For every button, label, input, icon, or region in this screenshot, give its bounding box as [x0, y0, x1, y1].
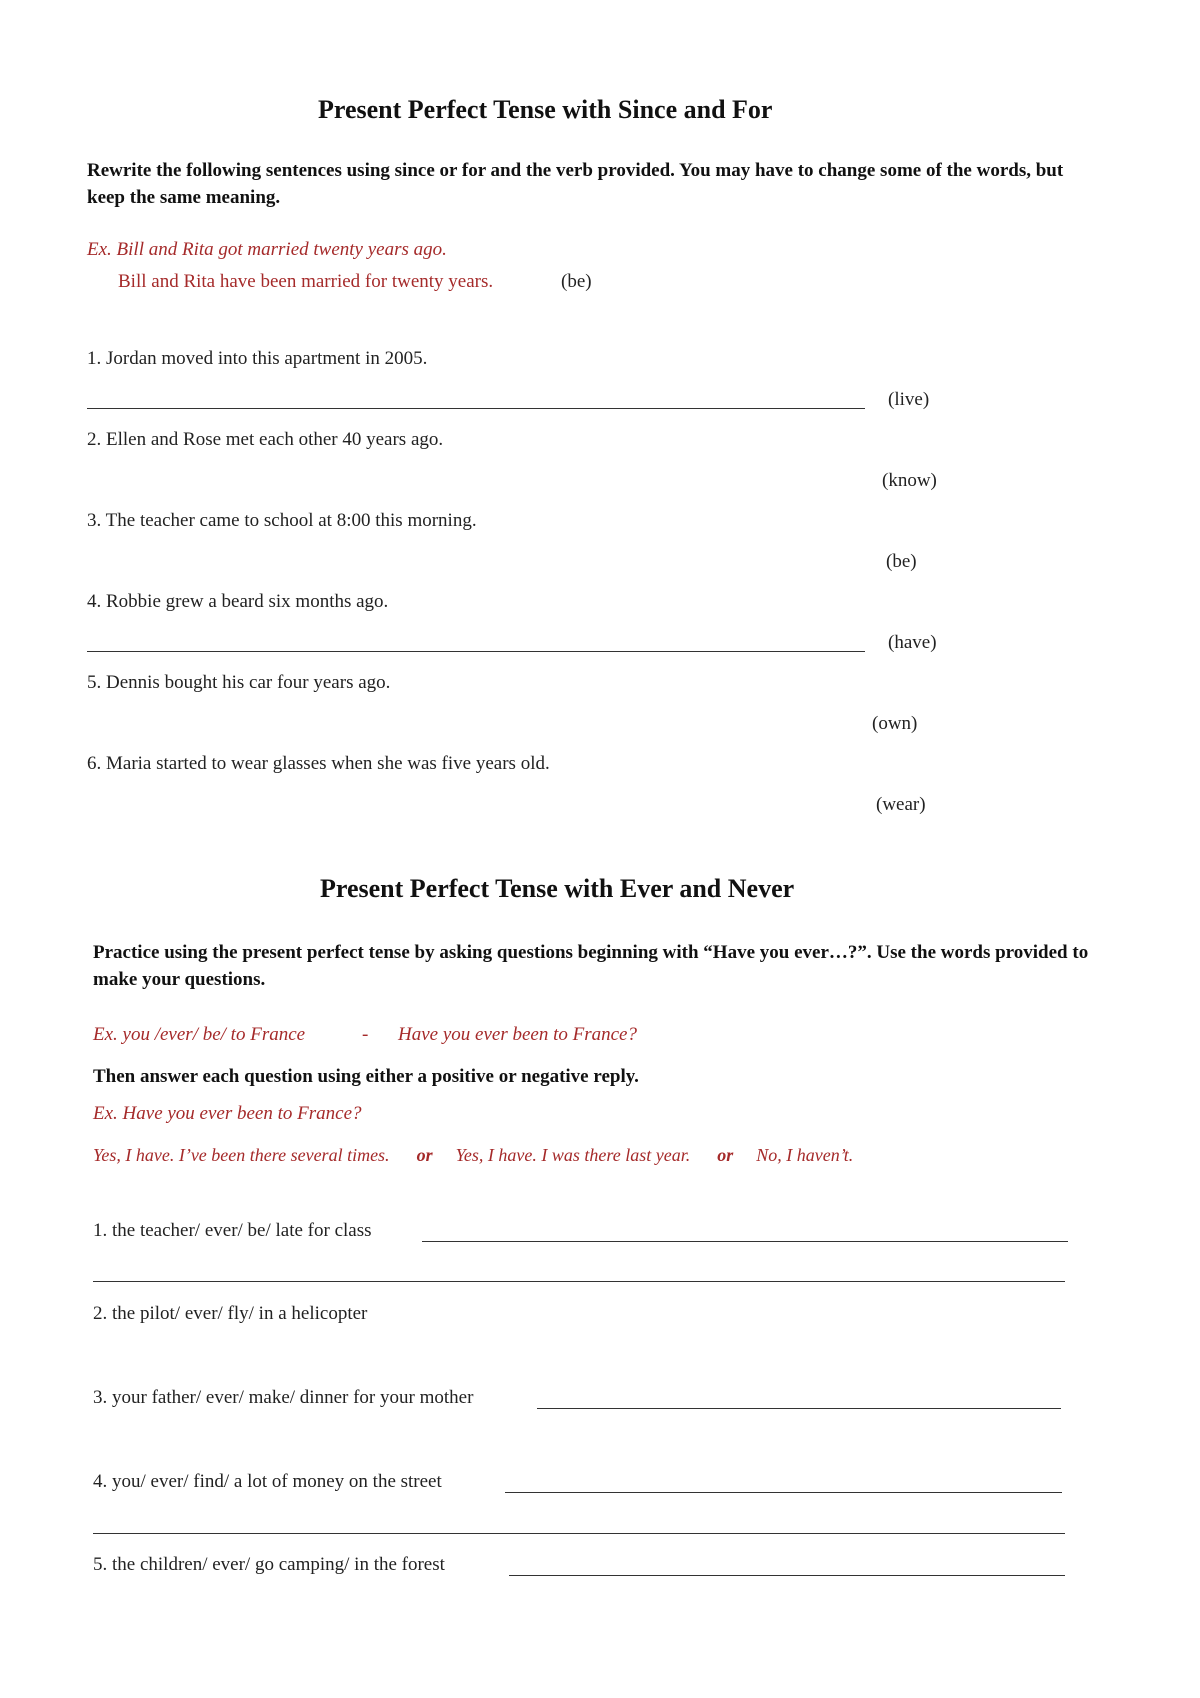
s1-verb-6: (wear) — [876, 794, 926, 815]
answer-positive-1: Yes, I have. I’ve been there several times. — [93, 1145, 390, 1165]
s2-item-1: 1. the teacher/ ever/ be/ late for class — [93, 1220, 372, 1241]
s2-answer-line-1b[interactable] — [93, 1281, 1065, 1282]
s1-verb-4: (have) — [888, 632, 937, 653]
example2: Ex. Have you ever been to France? — [93, 1103, 362, 1124]
answer-positive-2: Yes, I have. I was there last year. — [455, 1145, 691, 1165]
section2-instructions: Practice using the present perfect tense by asking questions beginning with “Have you ever…?”. Use the words provided to make your questions. — [93, 942, 1089, 990]
s1-item-1: 1. Jordan moved into this apartment in 2005. — [87, 348, 428, 369]
example-answer: Bill and Rita have been married for twenty years. — [118, 271, 494, 292]
s2-item-4: 4. you/ ever/ find/ a lot of money on the street — [93, 1471, 442, 1492]
answer-negative: No, I haven’t. — [756, 1145, 854, 1165]
example-verb: (be) — [561, 271, 592, 292]
s1-verb-3: (be) — [886, 551, 917, 572]
s1-item-5: 5. Dennis bought his car four years ago. — [87, 672, 391, 693]
example-words: Ex. you /ever/ be/ to France — [93, 1024, 306, 1045]
s1-item-6: 6. Maria started to wear glasses when she was five years old. — [87, 753, 550, 774]
example-dash: - — [362, 1024, 369, 1045]
s2-answer-line-1a[interactable] — [422, 1241, 1068, 1242]
s1-item-3: 3. The teacher came to school at 8:00 this morning. — [87, 510, 477, 531]
s1-answer-line-4[interactable] — [87, 651, 865, 652]
s2-answer-line-4b[interactable] — [93, 1533, 1065, 1534]
s1-item-2: 2. Ellen and Rose met each other 40 years ago. — [87, 429, 444, 450]
or-2: or — [717, 1145, 734, 1165]
section1-title: Present Perfect Tense with Since and For — [318, 95, 773, 124]
s2-answer-line-5[interactable] — [509, 1575, 1065, 1576]
s2-item-3: 3. your father/ ever/ make/ dinner for your mother — [93, 1387, 474, 1408]
example-question: Have you ever been to France? — [398, 1024, 637, 1045]
s1-answer-line-1[interactable] — [87, 408, 865, 409]
section2-title: Present Perfect Tense with Ever and Never — [320, 874, 795, 903]
s2-item-2: 2. the pilot/ ever/ fly/ in a helicopter — [93, 1303, 368, 1324]
section1-instructions: Rewrite the following sentences using since or for and the verb provided. You may have to change some of the words, but keep the same meaning. — [87, 160, 1064, 208]
or-1: or — [416, 1145, 433, 1165]
s1-verb-5: (own) — [872, 713, 918, 734]
s2-item-5: 5. the children/ ever/ go camping/ in the forest — [93, 1554, 445, 1575]
example-answers — [93, 1145, 853, 1166]
s1-verb-1: (live) — [888, 389, 930, 410]
example-prompt: Ex. Bill and Rita got married twenty years ago. — [87, 239, 447, 260]
s2-answer-line-3[interactable] — [537, 1408, 1061, 1409]
s2-answer-line-4a[interactable] — [505, 1492, 1062, 1493]
s1-item-4: 4. Robbie grew a beard six months ago. — [87, 591, 389, 612]
then-instructions: Then answer each question using either a positive or negative reply. — [93, 1066, 639, 1087]
s1-verb-2: (know) — [882, 470, 937, 491]
